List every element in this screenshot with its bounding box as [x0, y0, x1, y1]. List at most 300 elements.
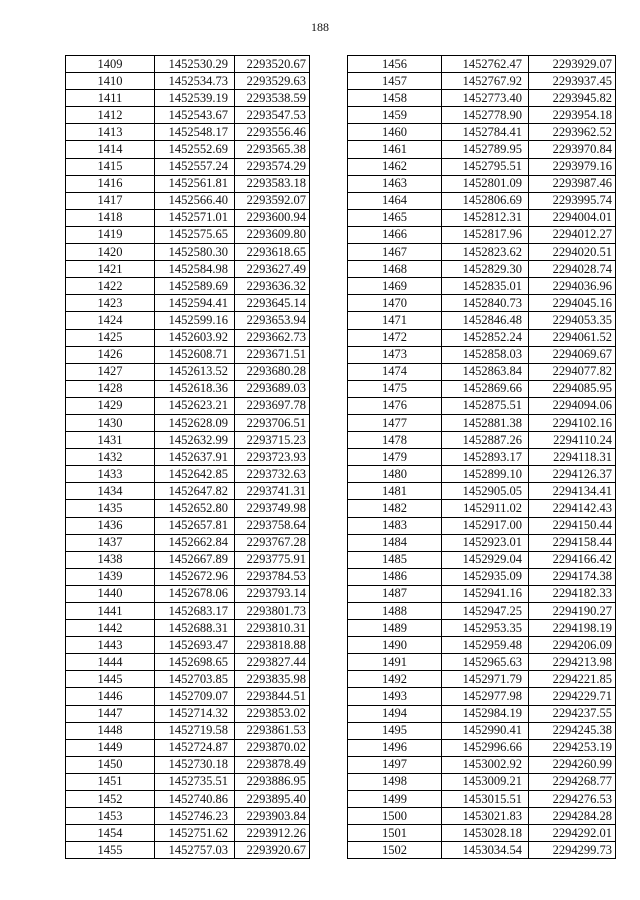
point-number-cell: 1473 — [348, 346, 442, 363]
table-row — [66, 466, 310, 483]
point-number-cell: 1500 — [348, 808, 442, 825]
y-coordinate-cell: 2294134.41 — [529, 483, 616, 500]
point-number-cell: 1419 — [66, 226, 155, 243]
table-row — [348, 56, 616, 73]
table-row — [66, 654, 310, 671]
table-row — [66, 397, 310, 414]
y-coordinate-cell: 2293835.98 — [235, 671, 310, 688]
y-coordinate-cell: 2294299.73 — [529, 842, 616, 859]
y-coordinate-cell: 2293784.53 — [235, 568, 310, 585]
point-number-cell: 1433 — [66, 466, 155, 483]
x-coordinate-cell: 1452688.31 — [155, 620, 235, 637]
x-coordinate-cell: 1452996.66 — [442, 739, 529, 756]
table-row — [348, 244, 616, 261]
point-number-cell: 1467 — [348, 244, 442, 261]
y-coordinate-cell: 2293886.95 — [235, 773, 310, 790]
table-row — [348, 90, 616, 107]
y-coordinate-cell: 2294150.44 — [529, 517, 616, 534]
x-coordinate-cell: 1452887.26 — [442, 432, 529, 449]
y-coordinate-cell: 2294085.95 — [529, 380, 616, 397]
point-number-cell: 1492 — [348, 671, 442, 688]
page-number: 188 — [311, 20, 329, 34]
y-coordinate-cell: 2293844.51 — [235, 688, 310, 705]
y-coordinate-cell: 2293706.51 — [235, 414, 310, 431]
point-number-cell: 1410 — [66, 73, 155, 90]
y-coordinate-cell: 2293895.40 — [235, 791, 310, 808]
point-number-cell: 1498 — [348, 773, 442, 790]
table-row — [348, 825, 616, 842]
x-coordinate-cell: 1452584.98 — [155, 261, 235, 278]
y-coordinate-cell: 2293732.63 — [235, 466, 310, 483]
y-coordinate-cell: 2294206.09 — [529, 637, 616, 654]
y-coordinate-cell: 2293618.65 — [235, 244, 310, 261]
point-number-cell: 1468 — [348, 261, 442, 278]
table-row — [66, 107, 310, 124]
y-coordinate-cell: 2293671.51 — [235, 346, 310, 363]
x-coordinate-cell: 1452977.98 — [442, 688, 529, 705]
point-number-cell: 1459 — [348, 107, 442, 124]
point-number-cell: 1476 — [348, 397, 442, 414]
point-number-cell: 1453 — [66, 808, 155, 825]
coordinate-table-right — [347, 55, 616, 859]
table-row — [66, 705, 310, 722]
table-row — [348, 261, 616, 278]
table-row — [66, 175, 310, 192]
point-number-cell: 1452 — [66, 791, 155, 808]
point-number-cell: 1430 — [66, 414, 155, 431]
x-coordinate-cell: 1452835.01 — [442, 278, 529, 295]
table-row — [348, 346, 616, 363]
table-row — [66, 363, 310, 380]
y-coordinate-cell: 2293767.28 — [235, 534, 310, 551]
x-coordinate-cell: 1452594.41 — [155, 295, 235, 312]
x-coordinate-cell: 1452751.62 — [155, 825, 235, 842]
x-coordinate-cell: 1452905.05 — [442, 483, 529, 500]
x-coordinate-cell: 1452947.25 — [442, 603, 529, 620]
table-row — [348, 688, 616, 705]
x-coordinate-cell: 1452863.84 — [442, 363, 529, 380]
point-number-cell: 1447 — [66, 705, 155, 722]
y-coordinate-cell: 2294061.52 — [529, 329, 616, 346]
x-coordinate-cell: 1452773.40 — [442, 90, 529, 107]
point-number-cell: 1479 — [348, 449, 442, 466]
x-coordinate-cell: 1452767.92 — [442, 73, 529, 90]
table-row — [348, 141, 616, 158]
y-coordinate-cell: 2294268.77 — [529, 773, 616, 790]
y-coordinate-cell: 2293853.02 — [235, 705, 310, 722]
y-coordinate-cell: 2293565.38 — [235, 141, 310, 158]
y-coordinate-cell: 2294229.71 — [529, 688, 616, 705]
y-coordinate-cell: 2293547.53 — [235, 107, 310, 124]
point-number-cell: 1446 — [66, 688, 155, 705]
point-number-cell: 1439 — [66, 568, 155, 585]
x-coordinate-cell: 1452971.79 — [442, 671, 529, 688]
x-coordinate-cell: 1452678.06 — [155, 585, 235, 602]
table-row — [66, 90, 310, 107]
y-coordinate-cell: 2293609.80 — [235, 226, 310, 243]
table-row — [348, 568, 616, 585]
x-coordinate-cell: 1452652.80 — [155, 500, 235, 517]
x-coordinate-cell: 1452730.18 — [155, 756, 235, 773]
x-coordinate-cell: 1452618.36 — [155, 380, 235, 397]
table-row — [348, 73, 616, 90]
y-coordinate-cell: 2293645.14 — [235, 295, 310, 312]
x-coordinate-cell: 1452543.67 — [155, 107, 235, 124]
y-coordinate-cell: 2293653.94 — [235, 312, 310, 329]
x-coordinate-cell: 1453028.18 — [442, 825, 529, 842]
x-coordinate-cell: 1452840.73 — [442, 295, 529, 312]
point-number-cell: 1497 — [348, 756, 442, 773]
table-row — [348, 654, 616, 671]
y-coordinate-cell: 2293662.73 — [235, 329, 310, 346]
point-number-cell: 1483 — [348, 517, 442, 534]
y-coordinate-cell: 2293715.23 — [235, 432, 310, 449]
y-coordinate-cell: 2294012.27 — [529, 226, 616, 243]
x-coordinate-cell: 1452965.63 — [442, 654, 529, 671]
x-coordinate-cell: 1452869.66 — [442, 380, 529, 397]
y-coordinate-cell: 2294284.28 — [529, 808, 616, 825]
y-coordinate-cell: 2293945.82 — [529, 90, 616, 107]
point-number-cell: 1431 — [66, 432, 155, 449]
x-coordinate-cell: 1452628.09 — [155, 414, 235, 431]
coordinate-table-left — [65, 55, 310, 859]
point-number-cell: 1478 — [348, 432, 442, 449]
x-coordinate-cell: 1452852.24 — [442, 329, 529, 346]
x-coordinate-cell: 1452642.85 — [155, 466, 235, 483]
y-coordinate-cell: 2293878.49 — [235, 756, 310, 773]
table-row — [348, 808, 616, 825]
x-coordinate-cell: 1452778.90 — [442, 107, 529, 124]
point-number-cell: 1471 — [348, 312, 442, 329]
y-coordinate-cell: 2293987.46 — [529, 175, 616, 192]
point-number-cell: 1487 — [348, 585, 442, 602]
table-row — [348, 722, 616, 739]
table-row — [66, 414, 310, 431]
point-number-cell: 1428 — [66, 380, 155, 397]
table-row — [348, 449, 616, 466]
table-row — [348, 739, 616, 756]
point-number-cell: 1435 — [66, 500, 155, 517]
y-coordinate-cell: 2293689.03 — [235, 380, 310, 397]
point-number-cell: 1420 — [66, 244, 155, 261]
point-number-cell: 1482 — [348, 500, 442, 517]
table-row — [66, 551, 310, 568]
point-number-cell: 1477 — [348, 414, 442, 431]
table-row — [348, 671, 616, 688]
x-coordinate-cell: 1453002.92 — [442, 756, 529, 773]
y-coordinate-cell: 2293995.74 — [529, 192, 616, 209]
y-coordinate-cell: 2294045.16 — [529, 295, 616, 312]
y-coordinate-cell: 2294198.19 — [529, 620, 616, 637]
point-number-cell: 1470 — [348, 295, 442, 312]
table-row — [348, 363, 616, 380]
x-coordinate-cell: 1452719.58 — [155, 722, 235, 739]
x-coordinate-cell: 1452589.69 — [155, 278, 235, 295]
table-row — [348, 603, 616, 620]
point-number-cell: 1501 — [348, 825, 442, 842]
y-coordinate-cell: 2293697.78 — [235, 397, 310, 414]
point-number-cell: 1444 — [66, 654, 155, 671]
y-coordinate-cell: 2293827.44 — [235, 654, 310, 671]
y-coordinate-cell: 2293979.16 — [529, 158, 616, 175]
x-coordinate-cell: 1452693.47 — [155, 637, 235, 654]
y-coordinate-cell: 2293954.18 — [529, 107, 616, 124]
x-coordinate-cell: 1452858.03 — [442, 346, 529, 363]
point-number-cell: 1454 — [66, 825, 155, 842]
point-number-cell: 1409 — [66, 56, 155, 73]
y-coordinate-cell: 2293962.52 — [529, 124, 616, 141]
table-row — [66, 244, 310, 261]
table-row — [66, 620, 310, 637]
point-number-cell: 1491 — [348, 654, 442, 671]
point-number-cell: 1448 — [66, 722, 155, 739]
table-row — [66, 808, 310, 825]
table-row — [348, 842, 616, 859]
x-coordinate-cell: 1452672.96 — [155, 568, 235, 585]
x-coordinate-cell: 1452662.84 — [155, 534, 235, 551]
point-number-cell: 1425 — [66, 329, 155, 346]
point-number-cell: 1472 — [348, 329, 442, 346]
y-coordinate-cell: 2294069.67 — [529, 346, 616, 363]
x-coordinate-cell: 1452823.62 — [442, 244, 529, 261]
point-number-cell: 1463 — [348, 175, 442, 192]
x-coordinate-cell: 1452829.30 — [442, 261, 529, 278]
table-row — [66, 124, 310, 141]
y-coordinate-cell: 2293937.45 — [529, 73, 616, 90]
y-coordinate-cell: 2294245.38 — [529, 722, 616, 739]
point-number-cell: 1502 — [348, 842, 442, 859]
x-coordinate-cell: 1452724.87 — [155, 739, 235, 756]
y-coordinate-cell: 2294118.31 — [529, 449, 616, 466]
x-coordinate-cell: 1452881.38 — [442, 414, 529, 431]
y-coordinate-cell: 2293600.94 — [235, 209, 310, 226]
table-row — [348, 295, 616, 312]
x-coordinate-cell: 1452534.73 — [155, 73, 235, 90]
y-coordinate-cell: 2294020.51 — [529, 244, 616, 261]
x-coordinate-cell: 1452714.32 — [155, 705, 235, 722]
table-row — [66, 603, 310, 620]
x-coordinate-cell: 1452557.24 — [155, 158, 235, 175]
y-coordinate-cell: 2294182.33 — [529, 585, 616, 602]
x-coordinate-cell: 1452875.51 — [442, 397, 529, 414]
y-coordinate-cell: 2293970.84 — [529, 141, 616, 158]
y-coordinate-cell: 2294004.01 — [529, 209, 616, 226]
point-number-cell: 1469 — [348, 278, 442, 295]
table-row — [66, 449, 310, 466]
table-row — [348, 175, 616, 192]
x-coordinate-cell: 1452608.71 — [155, 346, 235, 363]
x-coordinate-cell: 1452657.81 — [155, 517, 235, 534]
table-row — [348, 124, 616, 141]
table-row — [348, 585, 616, 602]
x-coordinate-cell: 1452623.21 — [155, 397, 235, 414]
table-row — [66, 158, 310, 175]
point-number-cell: 1414 — [66, 141, 155, 158]
point-number-cell: 1429 — [66, 397, 155, 414]
point-number-cell: 1499 — [348, 791, 442, 808]
point-number-cell: 1461 — [348, 141, 442, 158]
x-coordinate-cell: 1452698.65 — [155, 654, 235, 671]
table-row — [66, 534, 310, 551]
table-row — [66, 842, 310, 859]
point-number-cell: 1456 — [348, 56, 442, 73]
y-coordinate-cell: 2293749.98 — [235, 500, 310, 517]
x-coordinate-cell: 1452566.40 — [155, 192, 235, 209]
point-number-cell: 1412 — [66, 107, 155, 124]
point-number-cell: 1486 — [348, 568, 442, 585]
table-row — [348, 329, 616, 346]
x-coordinate-cell: 1452613.52 — [155, 363, 235, 380]
point-number-cell: 1440 — [66, 585, 155, 602]
point-number-cell: 1438 — [66, 551, 155, 568]
table-row — [348, 397, 616, 414]
point-number-cell: 1451 — [66, 773, 155, 790]
point-number-cell: 1443 — [66, 637, 155, 654]
x-coordinate-cell: 1452740.86 — [155, 791, 235, 808]
y-coordinate-cell: 2294102.16 — [529, 414, 616, 431]
table-row — [348, 432, 616, 449]
x-coordinate-cell: 1452539.19 — [155, 90, 235, 107]
point-number-cell: 1426 — [66, 346, 155, 363]
y-coordinate-cell: 2293861.53 — [235, 722, 310, 739]
y-coordinate-cell: 2294292.01 — [529, 825, 616, 842]
table-row — [348, 466, 616, 483]
point-number-cell: 1480 — [348, 466, 442, 483]
x-coordinate-cell: 1452580.30 — [155, 244, 235, 261]
point-number-cell: 1485 — [348, 551, 442, 568]
x-coordinate-cell: 1452667.89 — [155, 551, 235, 568]
point-number-cell: 1489 — [348, 620, 442, 637]
y-coordinate-cell: 2293912.26 — [235, 825, 310, 842]
x-coordinate-cell: 1452990.41 — [442, 722, 529, 739]
table-row — [66, 517, 310, 534]
point-number-cell: 1496 — [348, 739, 442, 756]
y-coordinate-cell: 2294174.38 — [529, 568, 616, 585]
point-number-cell: 1462 — [348, 158, 442, 175]
table-row — [348, 705, 616, 722]
x-coordinate-cell: 1452893.17 — [442, 449, 529, 466]
point-number-cell: 1437 — [66, 534, 155, 551]
point-number-cell: 1460 — [348, 124, 442, 141]
point-number-cell: 1432 — [66, 449, 155, 466]
y-coordinate-cell: 2293723.93 — [235, 449, 310, 466]
point-number-cell: 1466 — [348, 226, 442, 243]
x-coordinate-cell: 1452561.81 — [155, 175, 235, 192]
table-row — [66, 192, 310, 209]
y-coordinate-cell: 2294158.44 — [529, 534, 616, 551]
x-coordinate-cell: 1452703.85 — [155, 671, 235, 688]
point-number-cell: 1436 — [66, 517, 155, 534]
x-coordinate-cell: 1452812.31 — [442, 209, 529, 226]
x-coordinate-cell: 1452599.16 — [155, 312, 235, 329]
x-coordinate-cell: 1452548.17 — [155, 124, 235, 141]
y-coordinate-cell: 2294142.43 — [529, 500, 616, 517]
x-coordinate-cell: 1452953.35 — [442, 620, 529, 637]
x-coordinate-cell: 1452959.48 — [442, 637, 529, 654]
table-row — [66, 73, 310, 90]
point-number-cell: 1494 — [348, 705, 442, 722]
table-row — [66, 688, 310, 705]
table-row — [348, 773, 616, 790]
table-row — [348, 209, 616, 226]
y-coordinate-cell: 2293920.67 — [235, 842, 310, 859]
y-coordinate-cell: 2293793.14 — [235, 585, 310, 602]
table-row — [348, 637, 616, 654]
table-row — [66, 483, 310, 500]
point-number-cell: 1455 — [66, 842, 155, 859]
x-coordinate-cell: 1452632.99 — [155, 432, 235, 449]
y-coordinate-cell: 2293741.31 — [235, 483, 310, 500]
x-coordinate-cell: 1452571.01 — [155, 209, 235, 226]
table-row — [348, 158, 616, 175]
x-coordinate-cell: 1452917.00 — [442, 517, 529, 534]
x-coordinate-cell: 1452789.95 — [442, 141, 529, 158]
x-coordinate-cell: 1453015.51 — [442, 791, 529, 808]
y-coordinate-cell: 2294110.24 — [529, 432, 616, 449]
table-row — [348, 483, 616, 500]
point-number-cell: 1411 — [66, 90, 155, 107]
point-number-cell: 1474 — [348, 363, 442, 380]
y-coordinate-cell: 2293870.02 — [235, 739, 310, 756]
y-coordinate-cell: 2294166.42 — [529, 551, 616, 568]
point-number-cell: 1445 — [66, 671, 155, 688]
x-coordinate-cell: 1452795.51 — [442, 158, 529, 175]
table-row — [66, 825, 310, 842]
point-number-cell: 1449 — [66, 739, 155, 756]
point-number-cell: 1441 — [66, 603, 155, 620]
x-coordinate-cell: 1453021.83 — [442, 808, 529, 825]
point-number-cell: 1464 — [348, 192, 442, 209]
y-coordinate-cell: 2293529.63 — [235, 73, 310, 90]
x-coordinate-cell: 1452911.02 — [442, 500, 529, 517]
y-coordinate-cell: 2293538.59 — [235, 90, 310, 107]
x-coordinate-cell: 1452647.82 — [155, 483, 235, 500]
table-row — [66, 739, 310, 756]
table-row — [66, 500, 310, 517]
table-row — [66, 432, 310, 449]
x-coordinate-cell: 1452757.03 — [155, 842, 235, 859]
table-row — [66, 56, 310, 73]
table-row — [348, 312, 616, 329]
table-row — [348, 756, 616, 773]
y-coordinate-cell: 2294126.37 — [529, 466, 616, 483]
table-row — [66, 312, 310, 329]
table-row — [348, 278, 616, 295]
x-coordinate-cell: 1453034.54 — [442, 842, 529, 859]
table-row — [348, 192, 616, 209]
table-row — [66, 295, 310, 312]
point-number-cell: 1488 — [348, 603, 442, 620]
table-row — [66, 329, 310, 346]
point-number-cell: 1415 — [66, 158, 155, 175]
point-number-cell: 1465 — [348, 209, 442, 226]
point-number-cell: 1413 — [66, 124, 155, 141]
point-number-cell: 1422 — [66, 278, 155, 295]
table-row — [66, 671, 310, 688]
y-coordinate-cell: 2294053.35 — [529, 312, 616, 329]
table-row — [66, 722, 310, 739]
table-row — [66, 226, 310, 243]
y-coordinate-cell: 2294260.99 — [529, 756, 616, 773]
y-coordinate-cell: 2294276.53 — [529, 791, 616, 808]
point-number-cell: 1442 — [66, 620, 155, 637]
x-coordinate-cell: 1452637.91 — [155, 449, 235, 466]
y-coordinate-cell: 2293818.88 — [235, 637, 310, 654]
point-number-cell: 1481 — [348, 483, 442, 500]
table-row — [348, 534, 616, 551]
x-coordinate-cell: 1452552.69 — [155, 141, 235, 158]
table-row — [348, 380, 616, 397]
